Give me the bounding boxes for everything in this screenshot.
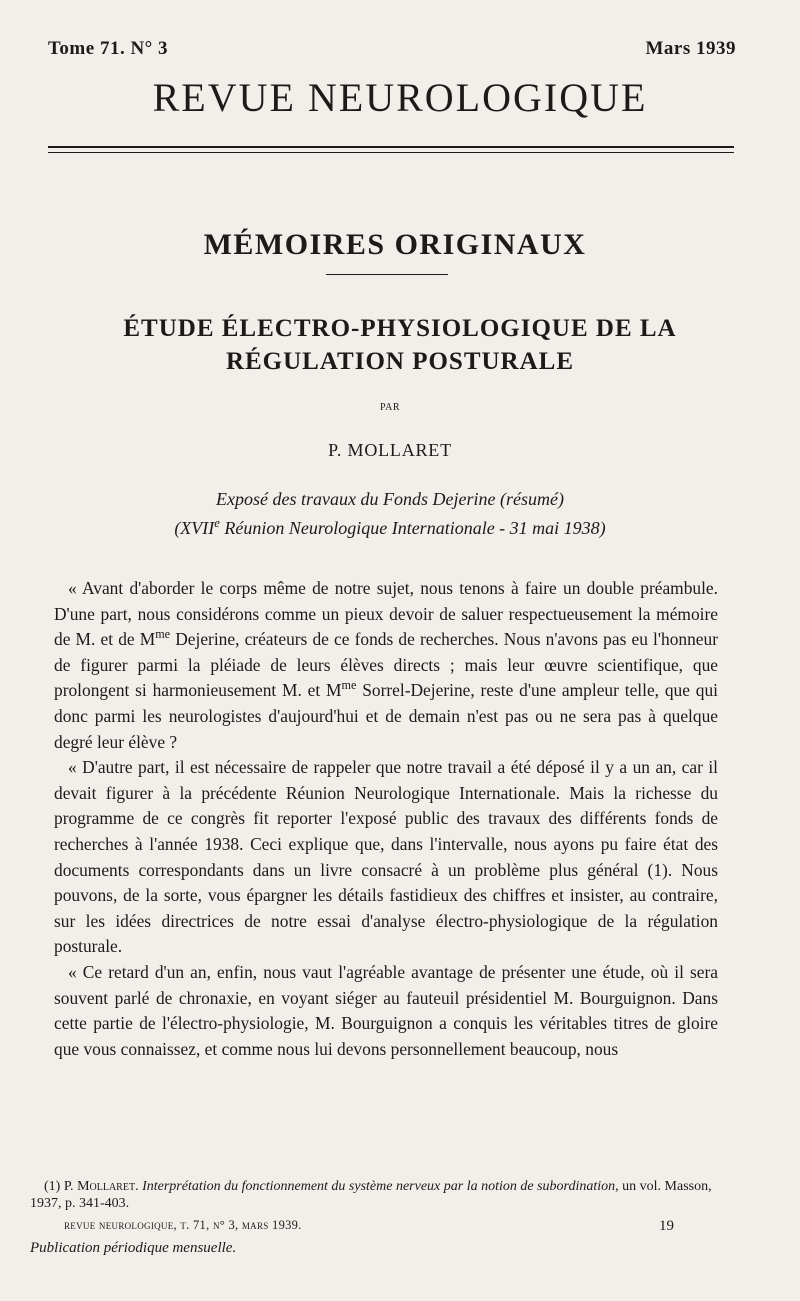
article-title-line2: RÉGULATION POSTURALE — [225, 348, 575, 375]
periodicity-note: Publication périodique mensuelle. — [30, 1240, 237, 1256]
section-divider — [326, 274, 448, 275]
footnote-author: Mollaret — [77, 1179, 136, 1194]
subtitle-line1: Exposé des travaux du Fonds Dejerine (résumé) — [216, 489, 564, 509]
journal-title: REVUE NEUROLOGIQUE — [152, 75, 648, 120]
paragraph-2: « D'autre part, il est nécessaire de rappeler que notre travail a été déposé il y a un an, car il devait figurer à la précédente Réunion Neurologique Internationale. Mais la richesse du programme de ce congrès fit reporter l'exposé public des travaux des différents fonds de recherches à l'année 1938. Ceci explique que, dans l'intervalle, nous ayons pu faire état des documents correspondants dans un livre consacré à un problème plus général (1). Nous pouvons, de la sorte, vous épargner les détails fastidieux des chiffres et insister, au contraire, sur les idées directrices de notre essai d'analyse électro-physiologique de la régulation posturale. — [54, 757, 718, 957]
page-number: 19 — [659, 1218, 674, 1234]
subtitle-line2: (XVIIe Réunion Neurologique Internationale - 31 mai 1938) — [174, 516, 606, 538]
issue-citation: revue neurologique, t. 71, n° 3, mars 1939. — [64, 1218, 302, 1232]
header-rule-bottom — [48, 152, 734, 153]
section-title: MÉMOIRES ORIGINAUX — [203, 228, 587, 261]
issue-date: Mars 1939 — [645, 38, 736, 59]
article-subtitle — [0, 485, 780, 543]
paragraph-3: « Ce retard d'un an, enfin, nous vaut l'agréable avantage de présenter une étude, où il sera souvent parlé de chronaxie, en voyant siéger au fauteuil présidentiel M. Bourguignon. Dans cette partie de l'électro-physiologie, M. Bourguignon a conquis les véritables titres de gloire que vous connaissez, et comme nous lui devons personnellement beaucoup, nous — [54, 961, 718, 1059]
article-title-line1: ÉTUDE ÉLECTRO-PHYSIOLOGIQUE DE LA — [123, 315, 677, 342]
footnote-title: Interprétation du fonctionnement du système nerveux par la notion de subordination — [142, 1179, 616, 1194]
footnote: (1) P. Mollaret. Interprétation du fonctionnement du système nerveux par la notion de subordination, un vol. Masson, 1937, p. 341-403. — [30, 1179, 712, 1211]
volume-number: Tome 71. N° 3 — [48, 38, 169, 59]
paragraph-1: « Avant d'aborder le corps même de notre sujet, nous tenons à faire un double préambule. D'une part, nous considérons comme un pieux devoir de saluer respectueusement la mémoire de M. et de $M^{me}$ Dejerine, créateurs de ce fonds de recherches. Nous n'avons pas eu l'honneur de figurer parmi la pléiade de leurs élèves directs ; mais leur œuvre scientifique, que prolongent si harmonieusement M. et $M^{me}$ Sorrel-Dejerine, reste d'une ampleur telle, que qui donc parmi les neurologistes d'aujourd'hui et de demain n'est pas ou ne sera pas à quelque degré leur élève ? — [54, 578, 718, 752]
header-rule-top — [48, 146, 734, 148]
article-title — [60, 312, 740, 378]
author-name: P. MOLLARET — [328, 440, 452, 460]
article-body — [54, 576, 718, 1062]
par-label: PAR — [379, 402, 401, 413]
